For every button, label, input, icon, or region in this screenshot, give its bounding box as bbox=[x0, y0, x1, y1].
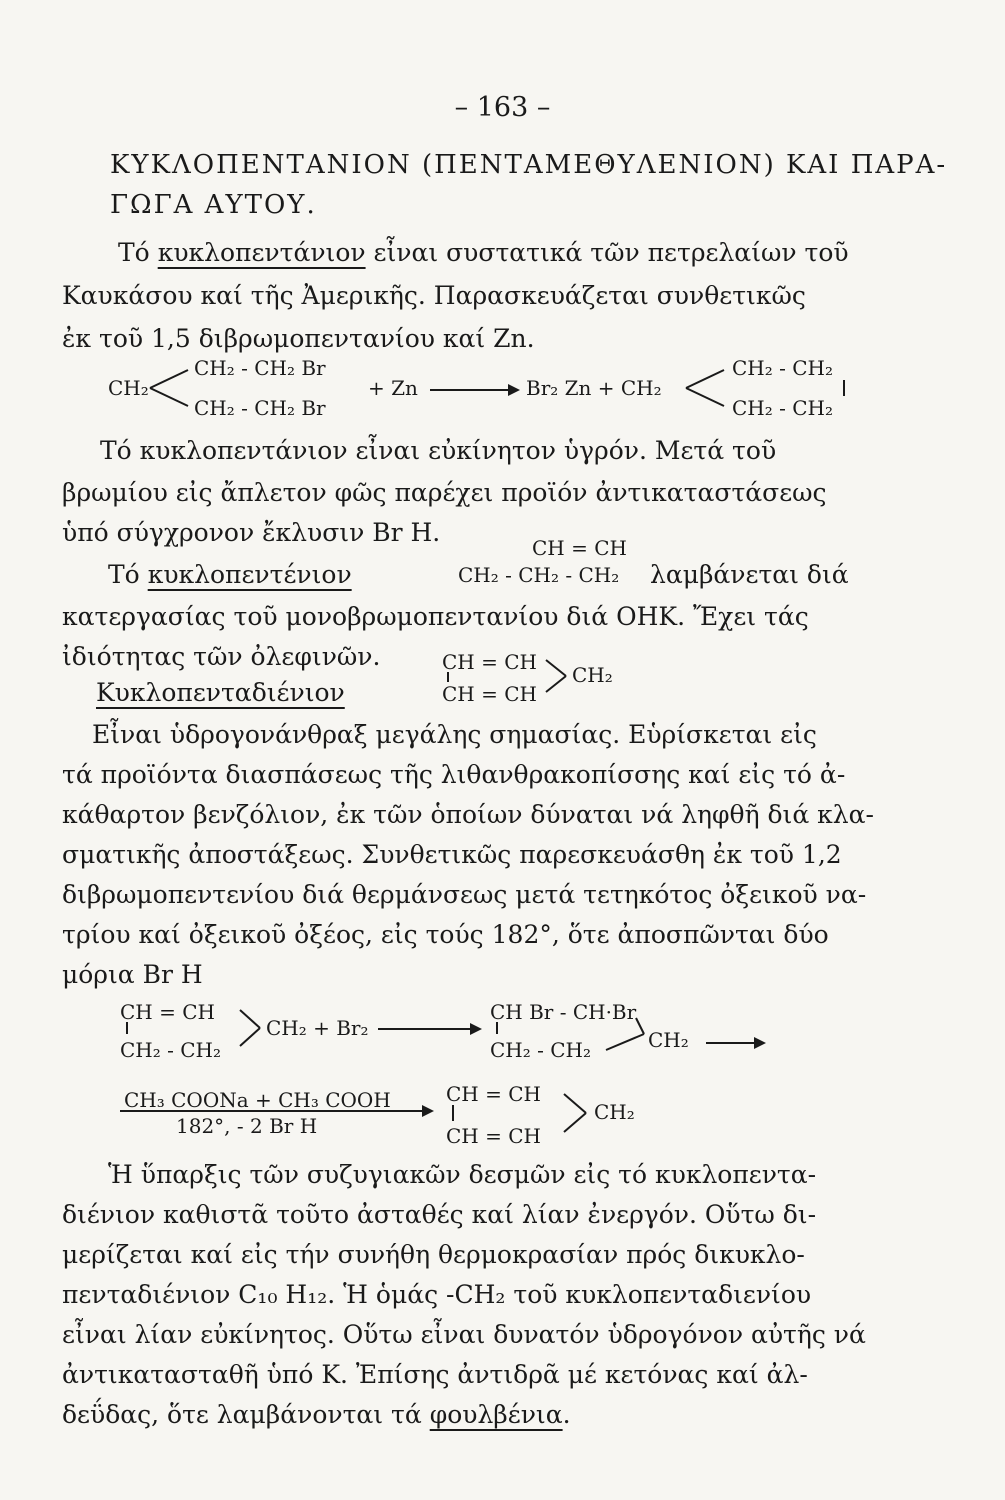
paragraph-5-line-6: ἀντικατασταθῆ ὑπό Κ. Ἐπίσης ἀντιδρᾶ μέ κετόνας καί ἀλ- bbox=[62, 1360, 808, 1389]
paragraph-3-line-2: κατεργασίας τοῦ μονοβρωμοπεντανίου διά ΟΗΚ. Ἔχει τάς bbox=[62, 602, 809, 631]
cyclopentadiene-formula-bottom: CH = CH bbox=[442, 682, 537, 706]
paragraph-3-line-3: ἰδιότητας τῶν ὀλεφινῶν. bbox=[62, 642, 381, 671]
eq1-plus-zinc: + Zn bbox=[368, 376, 418, 400]
eq1-ring-top: CH₂ - CH₂ bbox=[732, 356, 833, 380]
section-heading-line2: ΓΩΓΑ ΑΥΤΟΥ. bbox=[110, 190, 317, 220]
cyclopentadiene-formula-top: CH = CH bbox=[442, 650, 537, 674]
eq2-condition-top: CH₃ COONa + CH₃ COOH bbox=[124, 1088, 391, 1112]
eq2-reactant-bond bbox=[126, 1022, 128, 1034]
eq1-ch2-left: CH₂ bbox=[108, 376, 149, 400]
eq1-ring-bottom: CH₂ - CH₂ bbox=[732, 396, 833, 420]
term-cyclopentadiene bbox=[96, 680, 345, 705]
term-cyclopentene: κυκλοπεντένιον bbox=[147, 560, 352, 589]
eq2-dibromide-branch bbox=[606, 1018, 646, 1052]
eq2-dibromide-ch2: CH₂ bbox=[648, 1028, 689, 1052]
paragraph-3-line-1 bbox=[108, 562, 352, 587]
paragraph-5-line-5: εἶναι λίαν εὐκίνητος. Οὕτω εἶναι δυνατόν ὑδρογόνον αὐτῆς νά bbox=[62, 1320, 866, 1349]
cyclopentadiene-formula-ch2: CH₂ bbox=[572, 663, 613, 687]
eq1-ring-bond bbox=[843, 380, 845, 396]
paragraph-2-line-1: Τό κυκλοπεντάνιον εἶναι εὐκίνητον ὑγρόν. Μετά τοῦ bbox=[100, 436, 777, 465]
p5-line7-start: δεΰδας, ὅτε λαμβάνονται τά bbox=[62, 1400, 422, 1429]
eq2-product-ch2: CH₂ bbox=[594, 1100, 635, 1124]
p5-line7-end: . bbox=[562, 1400, 571, 1429]
eq2-condition-arrow-shaft bbox=[120, 1110, 410, 1112]
eq1-bottom-chain: CH₂ - CH₂ Br bbox=[194, 396, 326, 420]
page-number: – 163 – bbox=[454, 92, 551, 123]
term-cyclopentane: κυκλοπεντάνιον bbox=[157, 238, 366, 267]
eq2-reactant-bottom: CH₂ - CH₂ bbox=[120, 1038, 221, 1062]
p3-article: Τό bbox=[108, 560, 140, 589]
paragraph-4-line-1: Εἶναι ὑδρογονάνθραξ μεγάλης σημασίας. Εὑρίσκεται εἰς bbox=[92, 720, 817, 749]
eq2-condition-arrow-head bbox=[406, 1110, 432, 1112]
eq2-reactant-ch2-br2: CH₂ + Br₂ bbox=[266, 1016, 369, 1040]
p1-article: Τό bbox=[118, 238, 150, 267]
paragraph-4-line-6: τρίου καί ὀξεικοῦ ὀξέος, εἰς τούς 182°, ὅτε ἀποσπῶνται δύο bbox=[62, 920, 829, 949]
paragraph-1-line-2: Καυκάσου καί τῆς Ἀμερικῆς. Παρασκευάζεται συνθετικῶς bbox=[62, 281, 806, 310]
paragraph-3-line-1-rest: λαμβάνεται διά bbox=[650, 560, 849, 589]
eq1-ring-branch bbox=[686, 366, 726, 410]
cyclopentene-formula-bottom: CH₂ - CH₂ - CH₂ bbox=[458, 563, 620, 587]
paragraph-4-line-3: κάθαρτον βενζόλιον, ἐκ τῶν ὁποίων δύναται νά ληφθῆ διά κλα- bbox=[62, 800, 874, 829]
paragraph-1-line-1 bbox=[118, 240, 849, 265]
paragraph-5-line-2: διένιον καθιστᾶ τοῦτο ἀσταθές καί λίαν ἐνεργόν. Οὕτω δι- bbox=[62, 1200, 817, 1229]
paragraph-4-line-2: τά προϊόντα διασπάσεως τῆς λιθανθρακοπίσσης καί εἰς τό ἀ- bbox=[62, 760, 846, 789]
section-heading-line1: ΚΥΚΛΟΠΕΝΤΑΝΙΟΝ (ΠΕΝΤΑΜΕΘΥΛΕΝΙΟΝ) ΚΑΙ ΠΑΡΑ- bbox=[110, 150, 948, 180]
eq2-product-top: CH = CH bbox=[446, 1082, 541, 1106]
eq2-product-branch bbox=[564, 1092, 590, 1134]
eq2-product-bottom: CH = CH bbox=[446, 1124, 541, 1148]
eq1-top-chain: CH₂ - CH₂ Br bbox=[194, 356, 326, 380]
eq2-reactant-top: CH = CH bbox=[120, 1000, 215, 1024]
eq2-reactant-branch bbox=[240, 1008, 264, 1048]
paragraph-5-line-3: μερίζεται καί εἰς τήν συνήθη θερμοκρασίαν πρός δικυκλο- bbox=[62, 1240, 805, 1269]
cyclopentadiene-branch bbox=[546, 658, 570, 694]
eq1-reaction-arrow bbox=[430, 389, 518, 391]
paragraph-4-line-7: μόρια Br H bbox=[62, 960, 203, 989]
eq2-dibromide-bottom: CH₂ - CH₂ bbox=[490, 1038, 591, 1062]
eq1-left-branch bbox=[150, 366, 190, 410]
paragraph-2-line-3: ὑπό σύγχρονον ἔκλυσιν Br H. bbox=[62, 518, 441, 547]
paragraph-5-line-7 bbox=[62, 1402, 571, 1427]
eq2-arrow-1 bbox=[378, 1028, 480, 1030]
paragraph-5-line-4: πενταδιένιον C₁₀ H₁₂. Ἡ ὁμάς -CH₂ τοῦ κυκλοπενταδιενίου bbox=[62, 1280, 812, 1309]
eq1-products: Br₂ Zn + CH₂ bbox=[526, 376, 662, 400]
eq2-product-bond bbox=[452, 1105, 454, 1121]
eq2-dibromide-top: CH Br - CH·Br bbox=[490, 1000, 637, 1024]
paragraph-4-line-4: σματικῆς ἀποστάξεως. Συνθετικῶς παρεσκευάσθη ἐκ τοῦ 1,2 bbox=[62, 840, 842, 869]
cyclopentadiene-bond bbox=[447, 672, 449, 682]
term-cyclopentadiene-text: Κυκλοπενταδιένιον bbox=[96, 678, 345, 707]
eq2-condition-bottom: 182°, - 2 Br H bbox=[176, 1114, 318, 1138]
paragraph-4-line-5: διβρωμοπεντενίου διά θερμάνσεως μετά τετηκότος ὀξεικοῦ να- bbox=[62, 880, 867, 909]
cyclopentene-formula-top: CH = CH bbox=[532, 536, 627, 560]
eq2-arrow-2 bbox=[706, 1042, 764, 1044]
eq2-dibromide-bond bbox=[496, 1022, 498, 1034]
paragraph-5-line-1: Ἡ ὕπαρξις τῶν συζυγιακῶν δεσμῶν εἰς τό κυκλοπεντα- bbox=[108, 1160, 817, 1189]
paragraph-2-line-2: βρωμίου εἰς ἄπλετον φῶς παρέχει προϊόν ἀντικαταστάσεως bbox=[62, 478, 827, 507]
paragraph-1-line-3: ἐκ τοῦ 1,5 διβρωμοπεντανίου καί Zn. bbox=[62, 324, 535, 353]
p1-line1-rest: εἶναι συστατικά τῶν πετρελαίων τοῦ bbox=[373, 238, 849, 267]
term-fulvenes: φουλβένια bbox=[429, 1400, 563, 1429]
